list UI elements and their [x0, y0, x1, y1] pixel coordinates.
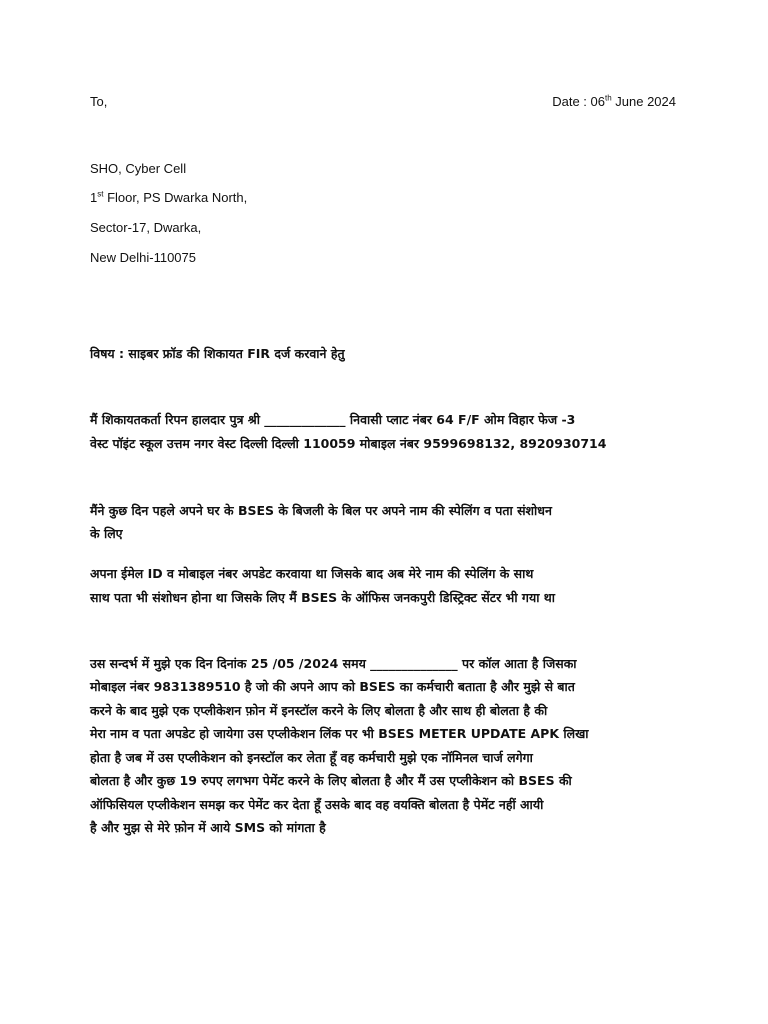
floor-suffix: st — [97, 189, 104, 199]
para2-line-1: अपना ईमेल ID व मोबाइल नंबर अपडेट करवाया था जिसके बाद अब मेरे नाम की स्पेलिंग के साथ — [90, 566, 534, 581]
intro-line-1: मैं शिकायतकर्ता रिपन हालदार पुत्र श्री _____________ निवासी प्लाट नंबर 64 F/F ओम विहार फेज -3 — [90, 412, 576, 427]
date-suffix: th — [604, 93, 612, 103]
para3-line-4: मेरा नाम व पता अपडेट हो जायेगा उस एप्लीकेशन लिंक पर भी BSES METER UPDATE APK लिखा — [90, 726, 589, 741]
addressee-line-2 — [90, 190, 247, 206]
addressee-line-3: Sector-17, Dwarka, — [90, 220, 202, 235]
floor-rest: Floor, PS Dwarka North, — [103, 190, 248, 205]
para3-line-3: करने के बाद मुझे एक एप्लीकेशन फ़ोन में इनस्टॉल करने के लिए बोलता है और साथ ही बोलता है की — [90, 703, 548, 718]
addressee-line-4: New Delhi-110075 — [90, 250, 196, 265]
para3-line-5: होता है जब में उस एप्लीकेशन को इनस्टॉल कर लेता हूँ वह कर्मचारी मुझे एक नॉमिनल चार्ज लगेगा — [90, 750, 533, 765]
para1-line-2: के लिए — [90, 526, 123, 541]
salutation: To, — [90, 94, 108, 109]
letter-date — [552, 94, 676, 110]
floor-number: 1 — [90, 190, 98, 205]
addressee-line-1: SHO, Cyber Cell — [90, 161, 187, 176]
date-label: Date : 06 — [552, 94, 605, 109]
para3-line-8: है और मुझ से मेरे फ़ोन में आये SMS को मांगता है — [90, 820, 326, 835]
para3-line-6: बोलता है और कुछ 19 रुपए लगभग पेमेंट करने के लिए बोलता है और मैं उस एप्लीकेशन को BSES की — [90, 773, 572, 788]
subject-line: विषय : साइबर फ्रॉड की शिकायत FIR दर्ज करवाने हेतु — [90, 346, 345, 361]
para3-line-1: उस सन्दर्भ में मुझे एक दिन दिनांक 25 /05 /2024 समय ______________ पर कॉल आता है जिसका — [90, 656, 577, 671]
para1-line-1: मैंने कुछ दिन पहले अपने घर के BSES के बिजली के बिल पर अपने नाम की स्पेलिंग व पता संशोधन — [90, 503, 552, 518]
para2-line-2: साथ पता भी संशोधन होना था जिसके लिए मैं BSES के ऑफिस जनकपुरी डिस्ट्रिक्ट सेंटर भी गया था — [90, 590, 556, 605]
para3-line-7: ऑफिसियल एप्लीकेशन समझ कर पेमेंट कर देता हूँ उसके बाद वह वयक्ति बोलता है पेमेंट नहीं आयी — [90, 797, 544, 812]
intro-line-2: वेस्ट पॉइंट स्कूल उत्तम नगर वेस्ट दिल्ली दिल्ली 110059 मोबाइल नंबर 9599698132, 8920930714 — [90, 436, 607, 451]
date-month-year: June 2024 — [611, 94, 676, 109]
para3-line-2: मोबाइल नंबर 9831389510 है जो की अपने आप को BSES का कर्मचारी बताता है और मुझे से बात — [90, 679, 575, 694]
